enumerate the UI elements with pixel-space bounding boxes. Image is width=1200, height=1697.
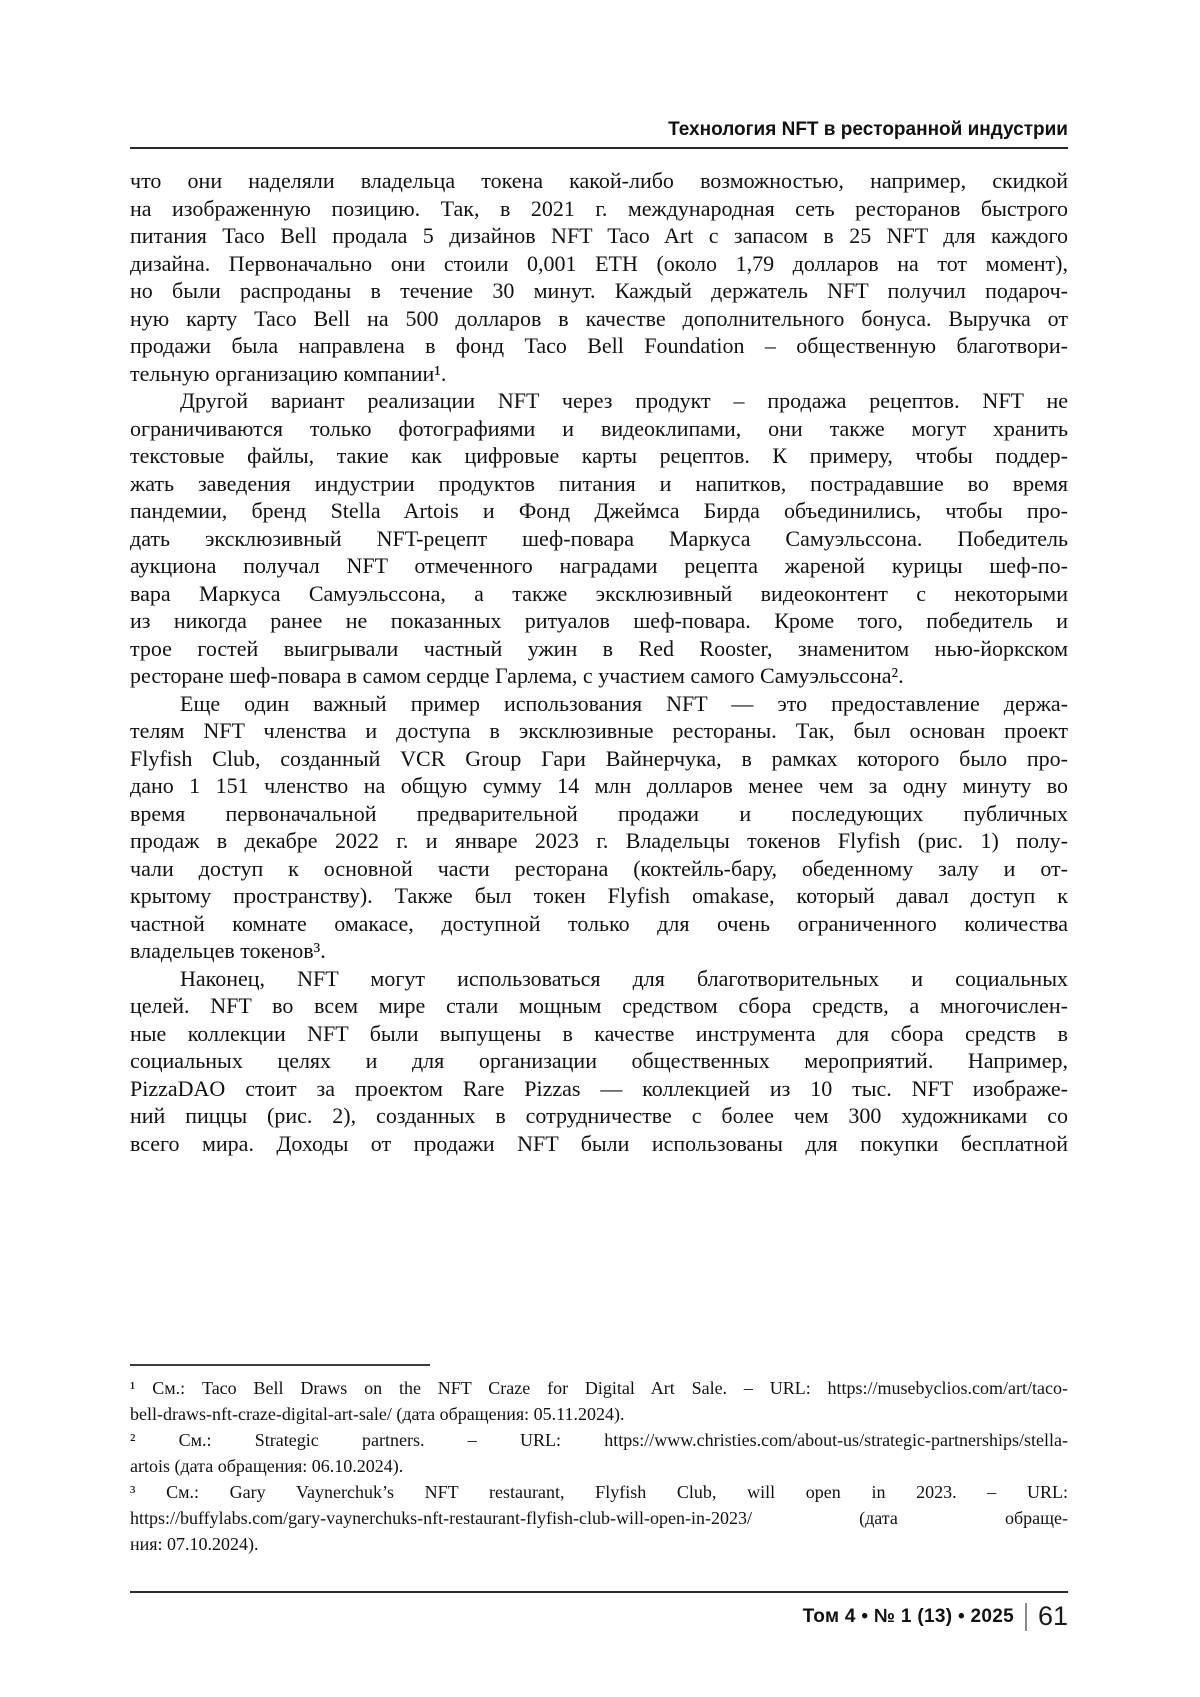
page-footer xyxy=(130,1591,1068,1632)
text-line: трое гостей выигрывали частный ужин в Red Rooster, знаменитом нью-йоркском xyxy=(130,635,1068,661)
text-line: дизайна. Первоначально они стоили 0,001 ETH (около 1,79 долларов на тот момент), xyxy=(130,250,1068,276)
text-line: https://buffylabs.com/gary-vaynerchuks-nft-restaurant-flyfish-club-will-open-in-2023/ (дата обраще- xyxy=(130,1508,1068,1528)
text-line: социальных целях и для организации общественных мероприятий. Например, xyxy=(130,1048,1068,1073)
text-line: ний пиццы (рис. 2), созданных в сотрудничестве с более чем 300 художниками со xyxy=(130,1103,1068,1128)
footnotes-section xyxy=(130,1364,1068,1557)
footnote-list xyxy=(130,1375,1068,1557)
text-line: что они наделяли владельца токена какой-либо возможностью, например, скидкой xyxy=(130,168,1068,193)
text-line: дать эксклюзивный NFT-рецепт шеф-повара Маркуса Самуэльссона. Победитель xyxy=(130,525,1068,551)
text-line: PizzaDAO стоит за проектом Rare Pizzas — коллекцией из 10 тыс. NFT изображе- xyxy=(130,1075,1068,1101)
text-line: из никогда ранее не показанных ритуалов шеф-повара. Кроме того, победитель и xyxy=(130,608,1068,633)
text-line: время первоначальной предварительной продажи и последующих публичных xyxy=(130,800,1068,826)
text-line: ную карту Taco Bell на 500 долларов в качестве дополнительного бонуса. Выручка от xyxy=(130,305,1068,331)
text-line: ¹ См.: Taco Bell Draws on the NFT Craze for Digital Art Sale. – URL: https://musebyclios.com/art/taco- xyxy=(130,1378,1068,1398)
text-line: продажи была направлена в фонд Taco Bell Foundation – общественную благотвори- xyxy=(130,333,1068,358)
text-line: на изображенную позицию. Так, в 2021 г. международная сеть ресторанов быстрого xyxy=(130,195,1068,221)
paragraph xyxy=(130,690,1068,965)
article-body xyxy=(130,167,1068,1157)
text-line: продаж в декабре 2022 г. и январе 2023 г. Владельцы токенов Flyfish (рис. 1) полу- xyxy=(130,828,1068,853)
text-line: частной комнате омакасе, доступной только для очень ограниченного количества xyxy=(130,910,1068,936)
paragraph xyxy=(130,387,1068,690)
text-line: Еще один важный пример использования NFT — это предоставление держа- xyxy=(180,690,1068,716)
paragraph xyxy=(130,965,1068,1158)
text-line: крытому пространству). Также был токен Flyfish omakase, который давал доступ к xyxy=(130,883,1068,908)
journal-issue-label: Том 4 • № 1 (13) • 2025 xyxy=(802,1605,1014,1627)
text-line: жать заведения индустрии продуктов питания и напитков, пострадавшие во время xyxy=(130,470,1068,496)
paragraph xyxy=(130,167,1068,387)
text-line: владельцев токенов³. xyxy=(130,938,326,963)
text-line: чали доступ к основной части ресторана (коктейль-бару, обеденному залу и от- xyxy=(130,855,1068,881)
text-line: ³ См.: Gary Vaynerchuk’s NFT restaurant, Flyfish Club, will open in 2023. – URL: xyxy=(130,1482,1068,1502)
page-header xyxy=(130,119,1068,149)
text-line: телям NFT членства и доступа в эксклюзивные рестораны. Так, был основан проект xyxy=(130,718,1068,743)
text-line: ² См.: Strategic partners. – URL: https://www.christies.com/about-us/strategic-partnerships/stella- xyxy=(130,1430,1068,1450)
footer-divider xyxy=(1025,1603,1027,1631)
text-line: ния: 07.10.2024). xyxy=(130,1534,259,1554)
text-line: artois (дата обращения: 06.10.2024). xyxy=(130,1456,404,1476)
text-line: вара Маркуса Самуэльссона, а также эксклюзивный видеоконтент с некоторыми xyxy=(130,580,1068,606)
text-line: целей. NFT во всем мире стали мощным средством сбора средств, а многочислен- xyxy=(130,993,1068,1018)
text-line: дано 1 151 членство на общую сумму 14 млн долларов менее чем за одну минуту во xyxy=(130,773,1068,798)
text-line: текстовые файлы, такие как цифровые карты рецептов. К примеру, чтобы поддер- xyxy=(130,443,1068,468)
text-line: ограничиваются только фотографиями и видеоклипами, они также могут хранить xyxy=(130,415,1068,441)
text-line: пандемии, бренд Stella Artois и Фонд Джеймса Бирда объединились, чтобы про- xyxy=(130,498,1068,523)
text-line: аукциона получал NFT отмеченного наградами рецепта жареной курицы шеф-по- xyxy=(130,553,1068,578)
text-line: Flyfish Club, созданный VCR Group Гари Вайнерчука, в рамках которого было про- xyxy=(130,745,1068,771)
text-line: Наконец, NFT могут использоваться для благотворительных и социальных xyxy=(180,965,1068,991)
footnote xyxy=(130,1375,1068,1427)
text-line: bell-draws-nft-craze-digital-art-sale/ (дата обращения: 05.11.2024). xyxy=(130,1404,625,1424)
text-line: но были распроданы в течение 30 минут. Каждый держатель NFT получил подароч- xyxy=(130,278,1068,303)
text-line: ные коллекции NFT были выпущены в качестве инструмента для сбора средств в xyxy=(130,1020,1068,1046)
text-line: ресторане шеф-повара в самом сердце Гарлема, с участием самого Самуэльссона². xyxy=(130,663,904,688)
text-line: всего мира. Доходы от продажи NFT были использованы для покупки бесплатной xyxy=(130,1130,1068,1156)
running-head-title: Технология NFT в ресторанной индустрии xyxy=(668,119,1068,140)
page-number: 61 xyxy=(1037,1601,1068,1631)
footnote xyxy=(130,1427,1068,1479)
text-line: питания Taco Bell продала 5 дизайнов NFT Taco Art с запасом в 25 NFT для каждого xyxy=(130,223,1068,248)
text-line: тельную организацию компании¹. xyxy=(130,360,447,386)
text-line: Другой вариант реализации NFT через продукт – продажа рецептов. NFT не xyxy=(180,388,1068,413)
footnote-separator xyxy=(130,1364,430,1366)
footnote xyxy=(130,1479,1068,1557)
